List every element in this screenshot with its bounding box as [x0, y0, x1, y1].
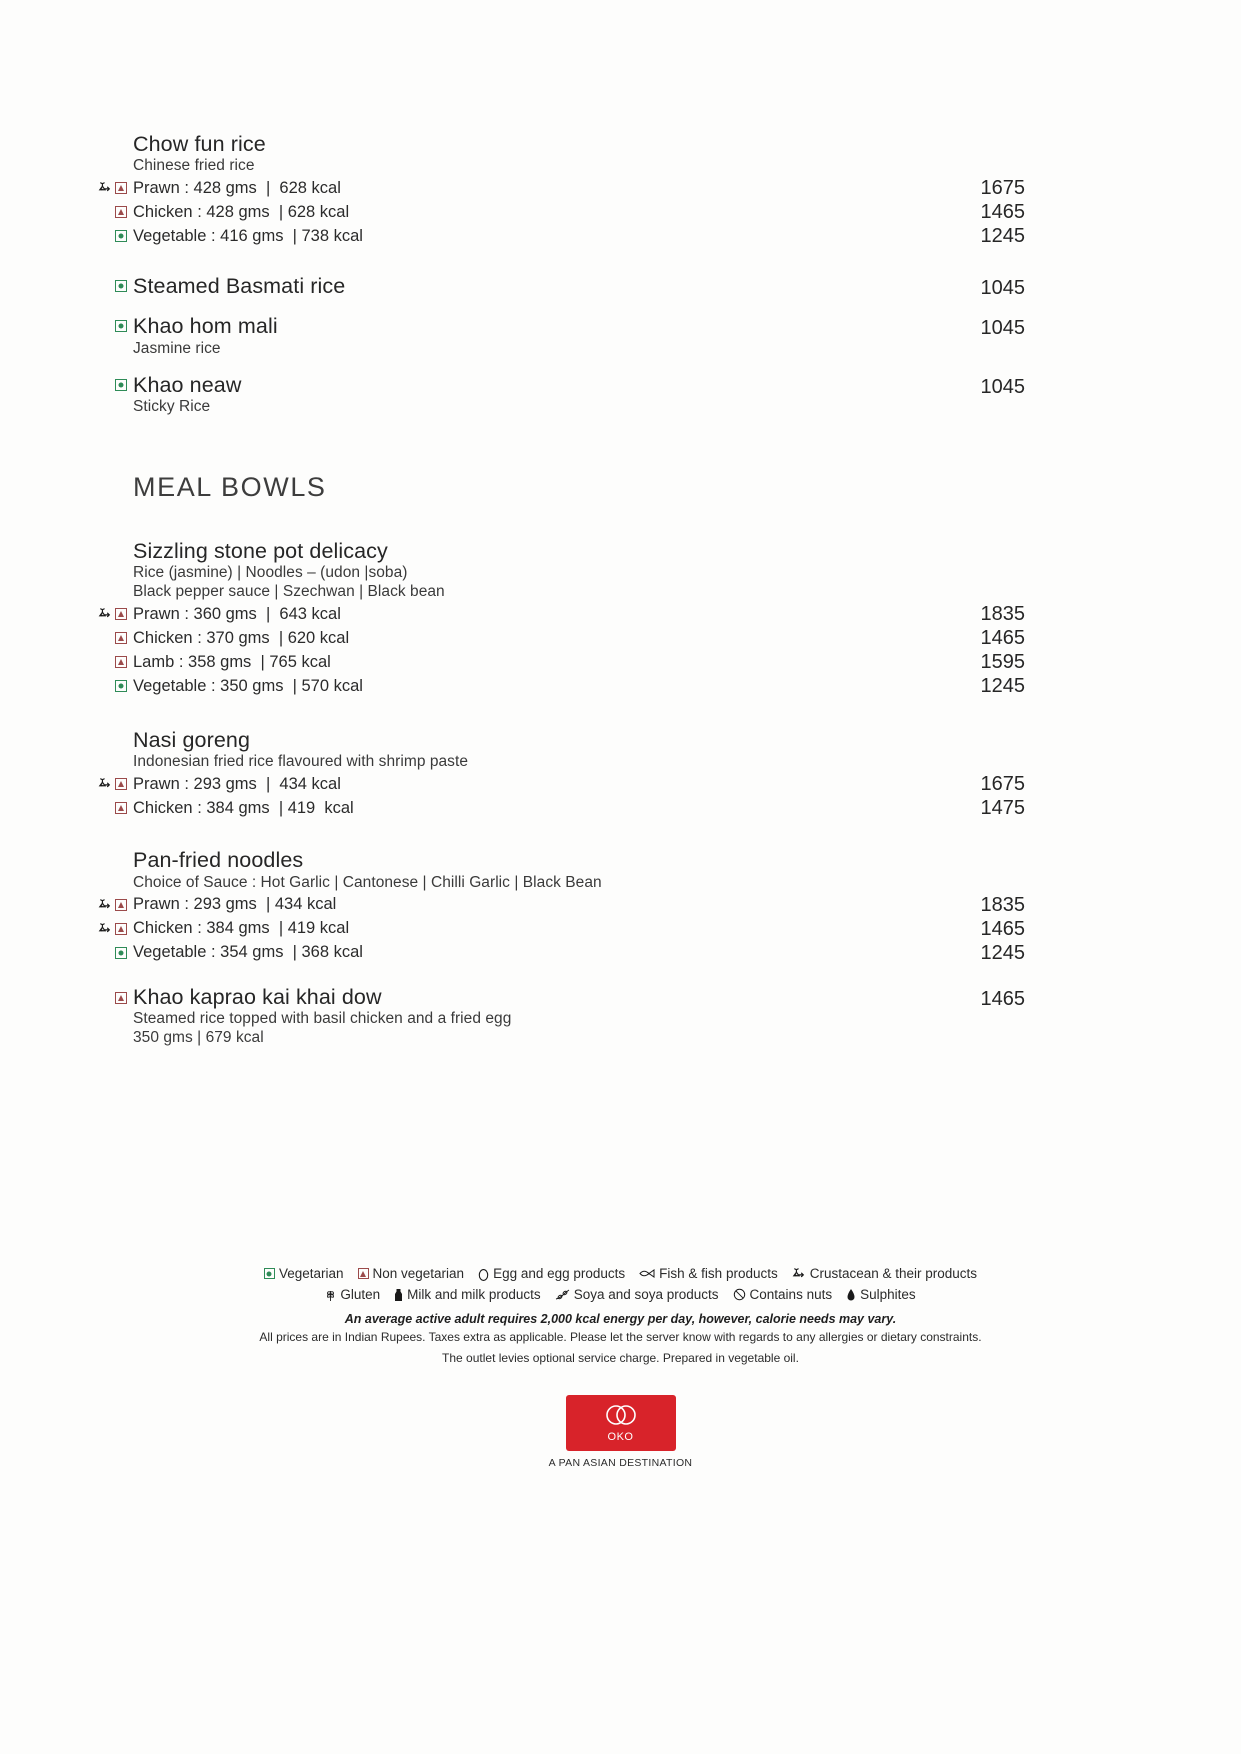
variant-label: Prawn : 360 gms | 643 kcal [133, 604, 341, 623]
variant-price: 1465 [980, 201, 1025, 224]
egg-icon [478, 1267, 489, 1281]
dish-description-line: Indonesian fried rice flavoured with shrimp paste [133, 753, 469, 771]
dish-price: 1465 [980, 987, 1025, 1010]
dish-header [85, 132, 1025, 176]
marker-gutter [85, 680, 133, 692]
legend-item-fish [639, 1266, 778, 1281]
variant-row [85, 200, 1025, 224]
nonveg-marker-icon [115, 656, 127, 668]
legend-item-nuts [733, 1287, 833, 1302]
marker-gutter [85, 608, 133, 620]
menu-item-steamed-basmati-rice [85, 274, 1025, 300]
menu-item-pan-fried-noodles [85, 848, 1025, 964]
menu-item-nasi-goreng [85, 728, 1025, 820]
variant-row [85, 602, 1025, 626]
variant-row [85, 224, 1025, 248]
menu-footer [0, 1266, 1241, 1469]
variant-price: 1465 [980, 917, 1025, 940]
variant-label: Chicken : 384 gms | 419 kcal [133, 919, 350, 938]
legend-item-vegetarian [264, 1266, 344, 1281]
variant-label: Chicken : 428 gms | 628 kcal [133, 203, 350, 222]
calorie-note: An average active adult requires 2,000 kcal energy per day, however, calorie needs may vary. [344, 1312, 897, 1326]
marker-gutter [85, 632, 133, 644]
variant-label: Chicken : 370 gms | 620 kcal [133, 628, 350, 647]
marker-gutter [85, 230, 133, 242]
nuts-icon [733, 1288, 746, 1301]
logo-wordmark: OKO [607, 1430, 634, 1443]
milk-icon [394, 1288, 403, 1302]
nonveg-marker-icon [115, 923, 127, 935]
menu-content [85, 132, 1025, 1048]
section-heading-meal-bowls: MEAL BOWLS [133, 471, 327, 502]
variant-row [85, 772, 1025, 796]
variant-row [85, 917, 1025, 941]
legend-label: Sulphites [860, 1287, 916, 1302]
dish-description-line: Black pepper sauce | Szechwan | Black bean [133, 583, 445, 601]
legend-label: Vegetarian [278, 1266, 344, 1281]
veg-marker-icon [115, 947, 127, 959]
variant-price: 1675 [980, 177, 1025, 200]
variant-price: 1675 [980, 773, 1025, 796]
marker-gutter [85, 314, 133, 332]
variant-price: 1835 [980, 893, 1025, 916]
legend-item-crustacean [792, 1266, 977, 1281]
dish-title: Khao hom mali [133, 314, 278, 339]
variant-label: Prawn : 428 gms | 628 kcal [133, 179, 341, 198]
nonveg-marker-icon [115, 182, 127, 194]
variant-label: Vegetable : 416 gms | 738 kcal [133, 227, 363, 246]
dish-description: Jasmine rice [133, 339, 221, 357]
dish-price: 1045 [980, 375, 1025, 398]
dish-title: Chow fun rice [133, 132, 266, 156]
crustacean-icon [98, 778, 112, 790]
veg-marker-icon [115, 280, 127, 292]
dish-description: Sticky Rice [133, 397, 211, 415]
crustacean-icon [792, 1268, 806, 1280]
marker-gutter [85, 274, 133, 292]
dish-title: Khao neaw [133, 372, 242, 397]
crustacean-icon [98, 899, 112, 911]
variant-price: 1245 [980, 674, 1025, 697]
dish-price: 1045 [980, 277, 1025, 300]
dish-title: Sizzling stone pot delicacy [133, 538, 388, 563]
nonveg-marker-icon [115, 206, 127, 218]
crustacean-icon [98, 182, 112, 194]
menu-item-khao-kaprao-kai-khai-dow [85, 985, 1025, 1048]
menu-item-khao-hom-mali [85, 314, 1025, 358]
dish-title: Pan-fried noodles [133, 848, 304, 873]
oko-logo [566, 1395, 676, 1451]
variant-row [85, 796, 1025, 820]
sulphites-icon [846, 1288, 856, 1302]
veg-marker-icon [115, 379, 127, 391]
variant-price: 1475 [980, 797, 1025, 820]
marker-gutter [85, 778, 133, 790]
logo-rings-icon [594, 1404, 648, 1430]
nonveg-marker-icon [115, 778, 127, 790]
legend-item-egg [478, 1266, 625, 1281]
legend-item-gluten [325, 1287, 380, 1302]
dish-price: 1045 [980, 317, 1025, 340]
nonveg-marker-icon [358, 1268, 369, 1279]
legend-row-primary [0, 1266, 1241, 1281]
menu-item-chow-fun-rice [85, 132, 1025, 248]
nonveg-marker-icon [115, 802, 127, 814]
variant-row [85, 176, 1025, 200]
variant-row [85, 626, 1025, 650]
marker-gutter [85, 947, 133, 959]
variant-label: Lamb : 358 gms | 765 kcal [133, 652, 331, 671]
variant-label: Prawn : 293 gms | 434 kcal [133, 775, 341, 794]
crustacean-icon [98, 608, 112, 620]
variant-row [85, 650, 1025, 674]
legend-item-non-vegetarian [358, 1266, 465, 1281]
variant-price: 1245 [980, 941, 1025, 964]
variant-price: 1465 [980, 626, 1025, 649]
variant-price: 1595 [980, 650, 1025, 673]
veg-marker-icon [115, 320, 127, 332]
variant-price: 1245 [980, 225, 1025, 248]
logo-tagline: A PAN ASIAN DESTINATION [548, 1457, 693, 1470]
veg-marker-icon [115, 230, 127, 242]
marker-gutter [85, 923, 133, 935]
veg-marker-icon [264, 1268, 275, 1279]
marker-gutter [85, 985, 133, 1004]
marker-gutter [85, 899, 133, 911]
dish-title: Khao kaprao kai khai dow [133, 984, 382, 1009]
variant-row [85, 893, 1025, 917]
variant-label: Vegetable : 350 gms | 570 kcal [133, 676, 363, 695]
dish-description-line: Rice (jasmine) | Noodles – (udon |soba) [133, 564, 408, 582]
menu-item-khao-neaw [85, 373, 1025, 417]
gluten-icon [325, 1288, 336, 1302]
legend-row-secondary [0, 1287, 1241, 1302]
variant-row [85, 674, 1025, 698]
variant-label: Vegetable : 354 gms | 368 kcal [133, 943, 363, 962]
dish-title: Steamed Basmati rice [133, 274, 346, 299]
variant-label: Chicken : 384 gms | 419 kcal [133, 799, 354, 818]
marker-gutter [85, 182, 133, 194]
legend-label: Contains nuts [749, 1287, 833, 1302]
variant-label: Prawn : 293 gms | 434 kcal [133, 895, 337, 914]
legend-label: Crustacean & their products [809, 1266, 978, 1281]
brand-logo-block [0, 1395, 1241, 1469]
marker-gutter [85, 206, 133, 218]
legend-label: Gluten [340, 1287, 381, 1302]
nonveg-marker-icon [115, 992, 127, 1004]
fish-icon [639, 1268, 655, 1279]
dish-header [85, 848, 1025, 892]
legend-label: Egg and egg products [493, 1266, 626, 1281]
dish-description-line: Choice of Sauce : Hot Garlic | Cantonese | Chilli Garlic | Black Bean [133, 873, 602, 891]
dish-header [85, 539, 1025, 602]
pricing-note-line-1: All prices are in Indian Rupees. Taxes extra as applicable. Please let the server know with regards to any allergies or dietary constraints. [259, 1330, 982, 1344]
nonveg-marker-icon [115, 608, 127, 620]
legend-label: Soya and soya products [573, 1287, 719, 1302]
marker-gutter [85, 656, 133, 668]
dish-description: Chinese fried rice [133, 157, 255, 175]
nonveg-marker-icon [115, 632, 127, 644]
variant-row [85, 941, 1025, 965]
marker-gutter [85, 802, 133, 814]
dish-title: Nasi goreng [133, 727, 251, 752]
dish-description-line: Steamed rice topped with basil chicken and a fried egg [133, 1009, 512, 1027]
pricing-note-line-2: The outlet levies optional service charge. Prepared in vegetable oil. [442, 1350, 799, 1365]
legend-item-milk [394, 1287, 541, 1302]
legend-item-soya [555, 1287, 719, 1302]
dish-description-line: 350 gms | 679 kcal [133, 1028, 264, 1046]
legend-label: Milk and milk products [407, 1287, 541, 1302]
dish-header [85, 728, 1025, 772]
legend-label: Fish & fish products [659, 1266, 778, 1281]
nonveg-marker-icon [115, 899, 127, 911]
soya-icon [555, 1289, 570, 1301]
marker-gutter [85, 373, 133, 391]
legend-item-sulphites [846, 1287, 916, 1302]
veg-marker-icon [115, 680, 127, 692]
crustacean-icon [98, 923, 112, 935]
menu-item-sizzling-stone-pot-delicacy [85, 539, 1025, 698]
legend-label: Non vegetarian [372, 1266, 465, 1281]
variant-price: 1835 [980, 602, 1025, 625]
